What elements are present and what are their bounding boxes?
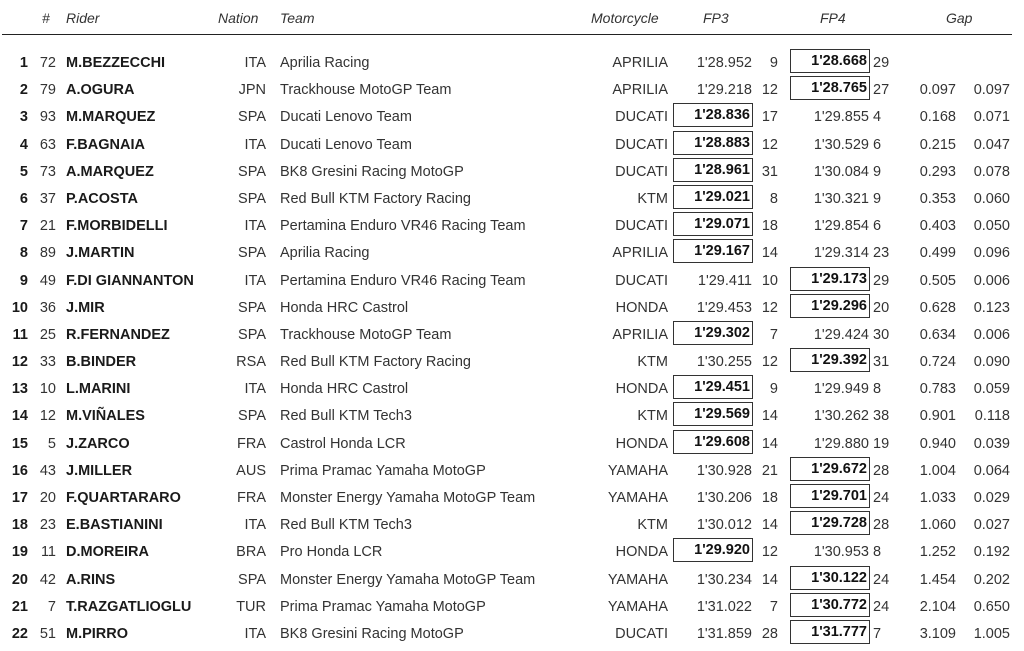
gap-to-first-cell: 2.104: [919, 598, 956, 615]
motorcycle-cell: YAMAHA: [607, 571, 668, 588]
nation-cell: FRA: [237, 490, 266, 506]
fp4-time-cell: 1'30.772: [791, 594, 869, 616]
nation-cell: JPN: [238, 82, 266, 99]
team-cell: Monster Energy Yamaha MotoGP Team: [280, 571, 536, 588]
gap-to-previous-cell: 0.059: [973, 381, 1010, 398]
table-row: [0, 566, 1024, 593]
rider-number-cell: 73: [39, 163, 56, 180]
gap-to-previous-cell: 0.078: [973, 163, 1010, 180]
position-cell: 4: [19, 136, 28, 153]
fp3-lap-cell: 18: [761, 218, 778, 235]
fp4-lap-cell: 30: [873, 326, 890, 343]
nation-cell: ITA: [244, 272, 266, 289]
fp3-time-cell: 1'29.167: [674, 240, 752, 262]
fp4-lap-cell: 20: [873, 299, 890, 316]
table-row: [0, 49, 1024, 76]
fp4-lap-cell: 29: [873, 272, 890, 289]
fp3-time-cell: 1'28.961: [674, 159, 752, 181]
fp4-lap-cell: 7: [873, 625, 882, 642]
gap-to-first-cell: 0.628: [919, 299, 956, 316]
motorcycle-cell: KTM: [637, 354, 668, 371]
gap-to-previous-cell: 0.039: [973, 435, 1010, 452]
fp3-time-cell: 1'29.920: [674, 539, 752, 561]
rider-name-cell: F.MORBIDELLI: [66, 218, 168, 235]
table-row: [0, 158, 1024, 185]
motorcycle-cell: APRILIA: [612, 82, 668, 99]
results-table: [0, 49, 1024, 647]
motorcycle-cell: DUCATI: [615, 218, 668, 235]
position-cell: 5: [19, 163, 28, 180]
motorcycle-cell: DUCATI: [615, 109, 668, 126]
fp4-lap-cell: 4: [873, 109, 882, 126]
fp4-lap-cell: 38: [873, 408, 890, 425]
motorcycle-cell: YAMAHA: [607, 490, 668, 506]
gap-to-previous-cell: 0.202: [973, 571, 1010, 588]
gap-to-previous-cell: 1.005: [973, 625, 1010, 642]
table-row: [0, 620, 1024, 647]
nation-cell: ITA: [244, 625, 266, 642]
fp3-time-cell: 1'29.608: [674, 431, 752, 453]
rider-number-cell: 89: [39, 245, 56, 262]
fp3-time-cell: 1'30.012: [696, 517, 752, 534]
motorcycle-cell: YAMAHA: [607, 462, 668, 479]
team-cell: Monster Energy Yamaha MotoGP Team: [280, 490, 536, 506]
fp4-time-cell: 1'30.262: [813, 408, 869, 425]
team-cell: Prima Pramac Yamaha MotoGP: [280, 462, 486, 479]
rider-name-cell: L.MARINI: [66, 381, 131, 398]
fp3-time-cell: 1'29.021: [674, 186, 752, 208]
fp3-lap-cell: 17: [761, 109, 778, 126]
fp3-time-cell: 1'29.451: [674, 376, 752, 398]
fp4-time-cell: 1'30.529: [813, 136, 869, 153]
fp3-lap-cell: 7: [769, 598, 778, 615]
gap-to-first-cell: 0.499: [919, 245, 956, 262]
gap-to-first-cell: 1.454: [919, 571, 956, 588]
gap-to-previous-cell: 0.006: [973, 326, 1010, 343]
gap-to-first-cell: 0.097: [919, 82, 956, 99]
fp3-lap-cell: 12: [761, 299, 778, 316]
team-cell: Trackhouse MotoGP Team: [280, 82, 452, 99]
nation-cell: FRA: [237, 435, 266, 452]
rider-name-cell: J.MARTIN: [66, 245, 135, 262]
table-row: [0, 76, 1024, 103]
table-row: [0, 484, 1024, 511]
gap-to-first-cell: 0.724: [919, 354, 956, 371]
rider-name-cell: F.DI GIANNANTON: [66, 272, 194, 289]
table-row: [0, 375, 1024, 402]
gap-to-first-cell: 1.033: [919, 490, 956, 506]
fp4-lap-cell: 28: [873, 462, 890, 479]
team-cell: Honda HRC Castrol: [280, 381, 409, 398]
rider-name-cell: M.MARQUEZ: [66, 109, 156, 126]
position-cell: 8: [19, 245, 28, 262]
fp3-lap-cell: 21: [761, 462, 778, 479]
fp4-time-cell: 1'31.777: [791, 621, 869, 643]
fp3-lap-cell: 7: [769, 326, 778, 343]
fp3-lap-cell: 14: [761, 435, 778, 452]
position-cell: 20: [11, 571, 28, 588]
position-cell: 11: [12, 326, 28, 343]
team-cell: Pertamina Enduro VR46 Racing Team: [280, 272, 526, 289]
rider-number-cell: 43: [39, 462, 56, 479]
team-cell: Aprilia Racing: [280, 245, 370, 262]
fp3-lap-cell: 14: [761, 517, 778, 534]
table-row: [0, 430, 1024, 457]
rider-number-cell: 79: [39, 82, 56, 99]
nation-cell: SPA: [238, 163, 266, 180]
rider-number-cell: 72: [39, 55, 56, 71]
rider-name-cell: J.MIR: [66, 299, 105, 316]
nation-cell: ITA: [244, 381, 266, 398]
table-row: [0, 348, 1024, 375]
fp3-time-cell: 1'28.883: [674, 132, 752, 154]
nation-cell: SPA: [238, 109, 266, 126]
motorcycle-cell: YAMAHA: [607, 598, 668, 615]
fp3-time-cell: 1'28.952: [696, 55, 752, 71]
rider-number-cell: 42: [39, 571, 56, 588]
rider-name-cell: F.QUARTARARO: [66, 490, 181, 506]
rider-name-cell: A.MARQUEZ: [66, 163, 154, 180]
rider-name-cell: J.ZARCO: [66, 435, 130, 452]
motorcycle-cell: APRILIA: [612, 245, 668, 262]
fp4-lap-cell: 6: [873, 136, 882, 153]
fp3-time-cell: 1'29.411: [697, 272, 752, 289]
fp3-lap-cell: 31: [761, 163, 778, 180]
gap-to-previous-cell: 0.096: [973, 245, 1010, 262]
fp3-lap-cell: 8: [769, 190, 778, 207]
fp4-lap-cell: 8: [873, 544, 882, 561]
rider-number-cell: 93: [39, 109, 56, 126]
fp3-lap-cell: 14: [761, 408, 778, 425]
gap-to-first-cell: 3.109: [919, 625, 956, 642]
fp4-lap-cell: 29: [873, 55, 890, 71]
gap-to-previous-cell: 0.029: [973, 490, 1010, 506]
nation-cell: SPA: [238, 190, 266, 207]
rider-name-cell: M.PIRRO: [66, 625, 129, 642]
rider-number-cell: 23: [39, 517, 56, 534]
gap-to-previous-cell: 0.047: [973, 136, 1010, 153]
fp4-time-cell: 1'29.173: [791, 268, 869, 290]
gap-to-previous-cell: 0.123: [973, 299, 1010, 316]
fp3-lap-cell: 9: [769, 55, 778, 71]
fp3-lap-cell: 28: [761, 625, 778, 642]
nation-cell: ITA: [244, 218, 266, 235]
position-cell: 15: [11, 435, 28, 452]
team-cell: Castrol Honda LCR: [280, 435, 406, 452]
table-header: [0, 10, 1024, 28]
team-cell: BK8 Gresini Racing MotoGP: [280, 625, 464, 642]
fp4-lap-cell: 6: [873, 218, 882, 235]
nation-cell: SPA: [238, 326, 266, 343]
team-cell: Pro Honda LCR: [280, 544, 383, 561]
table-row: [0, 457, 1024, 484]
fp4-time-cell: 1'29.949: [813, 381, 869, 398]
rider-number-cell: 7: [47, 598, 56, 615]
fp3-lap-cell: 12: [761, 82, 778, 99]
motorcycle-cell: HONDA: [615, 435, 668, 452]
header-divider: [2, 34, 1012, 35]
fp4-time-cell: 1'29.424: [813, 326, 869, 343]
nation-cell: SPA: [238, 299, 266, 316]
rider-number-cell: 63: [39, 136, 56, 153]
fp4-lap-cell: 28: [873, 517, 890, 534]
team-cell: Red Bull KTM Factory Racing: [280, 190, 471, 207]
team-cell: BK8 Gresini Racing MotoGP: [280, 163, 464, 180]
motorcycle-cell: HONDA: [615, 381, 668, 398]
rider-name-cell: R.FERNANDEZ: [66, 326, 170, 343]
fp4-time-cell: 1'29.855: [813, 109, 869, 126]
position-cell: 7: [19, 218, 28, 235]
fp3-lap-cell: 10: [761, 272, 778, 289]
fp3-time-cell: 1'29.302: [674, 322, 752, 344]
position-cell: 1: [19, 55, 28, 71]
gap-to-previous-cell: 0.650: [973, 598, 1010, 615]
table-row: [0, 212, 1024, 239]
fp3-time-cell: 1'29.569: [674, 403, 752, 425]
fp4-time-cell: 1'29.728: [791, 512, 869, 534]
rider-name-cell: P.ACOSTA: [66, 190, 138, 207]
rider-number-cell: 11: [40, 544, 56, 561]
table-row: [0, 511, 1024, 538]
position-cell: 9: [19, 272, 28, 289]
gap-to-first-cell: 0.901: [919, 408, 956, 425]
fp4-time-cell: 1'29.880: [813, 435, 869, 452]
nation-cell: BRA: [236, 544, 266, 561]
gap-to-first-cell: 0.168: [919, 109, 956, 126]
header-fp4: FP4: [820, 10, 846, 26]
gap-to-previous-cell: 0.064: [973, 462, 1010, 479]
position-cell: 17: [11, 490, 28, 506]
position-cell: 19: [11, 544, 28, 561]
gap-to-previous-cell: 0.027: [973, 517, 1010, 534]
fp4-time-cell: 1'29.701: [791, 485, 869, 507]
team-cell: Aprilia Racing: [280, 55, 370, 71]
nation-cell: RSA: [236, 354, 266, 371]
fp3-time-cell: 1'31.022: [696, 598, 752, 615]
table-row: [0, 267, 1024, 294]
nation-cell: AUS: [236, 462, 266, 479]
rider-name-cell: D.MOREIRA: [66, 544, 149, 561]
motorcycle-cell: DUCATI: [615, 136, 668, 153]
gap-to-first-cell: 0.505: [919, 272, 956, 289]
rider-number-cell: 49: [39, 272, 56, 289]
fp3-time-cell: 1'28.836: [674, 104, 752, 126]
motorcycle-cell: KTM: [637, 517, 668, 534]
fp4-time-cell: 1'28.765: [791, 77, 869, 99]
fp4-time-cell: 1'29.672: [791, 458, 869, 480]
gap-to-first-cell: 0.293: [919, 163, 956, 180]
gap-to-first-cell: 0.940: [919, 435, 956, 452]
fp4-time-cell: 1'28.668: [791, 50, 869, 72]
team-cell: Red Bull KTM Tech3: [280, 408, 412, 425]
motorcycle-cell: KTM: [637, 190, 668, 207]
position-cell: 14: [11, 408, 28, 425]
gap-to-previous-cell: 0.192: [973, 544, 1010, 561]
team-cell: Ducati Lenovo Team: [280, 109, 412, 126]
rider-name-cell: T.RAZGATLIOGLU: [66, 598, 192, 615]
fp4-lap-cell: 23: [873, 245, 890, 262]
fp3-lap-cell: 18: [761, 490, 778, 506]
motorcycle-cell: HONDA: [615, 544, 668, 561]
team-cell: Prima Pramac Yamaha MotoGP: [280, 598, 486, 615]
fp4-lap-cell: 24: [873, 571, 890, 588]
rider-number-cell: 36: [39, 299, 56, 316]
fp4-lap-cell: 24: [873, 490, 890, 506]
header-rider: Rider: [66, 10, 100, 26]
position-cell: 3: [19, 109, 28, 126]
gap-to-previous-cell: 0.006: [973, 272, 1010, 289]
gap-to-previous-cell: 0.097: [973, 82, 1010, 99]
header-number: #: [42, 10, 50, 26]
position-cell: 21: [11, 598, 28, 615]
gap-to-first-cell: 1.060: [919, 517, 956, 534]
fp3-lap-cell: 12: [761, 136, 778, 153]
team-cell: Red Bull KTM Factory Racing: [280, 354, 471, 371]
fp3-time-cell: 1'29.453: [696, 299, 752, 316]
fp3-time-cell: 1'30.206: [696, 490, 752, 506]
gap-to-previous-cell: 0.071: [973, 109, 1010, 126]
rider-number-cell: 12: [39, 408, 56, 425]
rider-number-cell: 37: [39, 190, 56, 207]
fp4-lap-cell: 8: [873, 381, 882, 398]
nation-cell: ITA: [244, 136, 266, 153]
nation-cell: ITA: [244, 55, 266, 71]
table-row: [0, 538, 1024, 565]
fp4-lap-cell: 9: [873, 190, 882, 207]
team-cell: Trackhouse MotoGP Team: [280, 326, 452, 343]
fp3-lap-cell: 12: [761, 354, 778, 371]
team-cell: Red Bull KTM Tech3: [280, 517, 412, 534]
gap-to-first-cell: 0.634: [919, 326, 956, 343]
fp3-time-cell: 1'30.928: [696, 462, 752, 479]
motorcycle-cell: DUCATI: [615, 163, 668, 180]
team-cell: Ducati Lenovo Team: [280, 136, 412, 153]
fp3-time-cell: 1'29.218: [696, 82, 752, 99]
position-cell: 12: [11, 354, 28, 371]
gap-to-first-cell: 0.215: [919, 136, 956, 153]
fp3-time-cell: 1'31.859: [696, 625, 752, 642]
fp4-time-cell: 1'29.392: [791, 349, 869, 371]
rider-number-cell: 25: [39, 326, 56, 343]
table-row: [0, 402, 1024, 429]
table-row: [0, 103, 1024, 130]
gap-to-previous-cell: 0.090: [973, 354, 1010, 371]
gap-to-first-cell: 0.783: [919, 381, 956, 398]
header-nation: Nation: [218, 10, 259, 26]
rider-name-cell: F.BAGNAIA: [66, 136, 145, 153]
fp4-lap-cell: 27: [873, 82, 890, 99]
rider-name-cell: M.BEZZECCHI: [66, 55, 166, 71]
rider-number-cell: 20: [39, 490, 56, 506]
header-motorcycle: Motorcycle: [591, 10, 659, 26]
rider-number-cell: 10: [39, 381, 56, 398]
fp4-lap-cell: 24: [873, 598, 890, 615]
gap-to-first-cell: 1.252: [919, 544, 956, 561]
fp3-lap-cell: 12: [761, 544, 778, 561]
fp4-time-cell: 1'30.953: [813, 544, 869, 561]
header-fp3: FP3: [703, 10, 729, 26]
motorcycle-cell: APRILIA: [612, 55, 668, 71]
fp3-lap-cell: 14: [761, 571, 778, 588]
gap-to-previous-cell: 0.118: [974, 408, 1010, 425]
table-row: [0, 131, 1024, 158]
fp4-time-cell: 1'30.122: [791, 567, 869, 589]
table-row: [0, 294, 1024, 321]
team-cell: Honda HRC Castrol: [280, 299, 409, 316]
nation-cell: TUR: [236, 598, 266, 615]
nation-cell: ITA: [244, 517, 266, 534]
table-row: [0, 185, 1024, 212]
fp4-time-cell: 1'29.296: [791, 295, 869, 317]
motorcycle-cell: KTM: [637, 408, 668, 425]
fp3-time-cell: 1'29.071: [674, 213, 752, 235]
fp3-lap-cell: 9: [769, 381, 778, 398]
motorcycle-cell: APRILIA: [612, 326, 668, 343]
position-cell: 10: [11, 299, 28, 316]
nation-cell: SPA: [238, 408, 266, 425]
fp4-lap-cell: 31: [873, 354, 890, 371]
motorcycle-cell: DUCATI: [615, 272, 668, 289]
rider-name-cell: M.VIÑALES: [66, 408, 145, 425]
rider-name-cell: J.MILLER: [66, 462, 133, 479]
rider-number-cell: 5: [47, 435, 56, 452]
position-cell: 16: [11, 462, 28, 479]
fp4-time-cell: 1'30.321: [813, 190, 869, 207]
table-row: [0, 593, 1024, 620]
fp4-lap-cell: 19: [873, 435, 890, 452]
position-cell: 6: [19, 190, 28, 207]
gap-to-first-cell: 1.004: [919, 462, 956, 479]
fp4-lap-cell: 9: [873, 163, 882, 180]
position-cell: 2: [19, 82, 28, 99]
rider-name-cell: A.OGURA: [66, 82, 135, 99]
position-cell: 22: [11, 625, 28, 642]
fp3-time-cell: 1'30.234: [696, 571, 752, 588]
gap-to-first-cell: 0.403: [919, 218, 956, 235]
motorcycle-cell: HONDA: [615, 299, 668, 316]
fp4-time-cell: 1'29.314: [813, 245, 869, 262]
header-gap: Gap: [946, 10, 973, 26]
position-cell: 18: [11, 517, 28, 534]
rider-number-cell: 21: [39, 218, 56, 235]
rider-name-cell: B.BINDER: [66, 354, 137, 371]
table-row: [0, 321, 1024, 348]
nation-cell: SPA: [238, 245, 266, 262]
nation-cell: SPA: [238, 571, 266, 588]
header-team: Team: [280, 10, 315, 26]
rider-name-cell: E.BASTIANINI: [66, 517, 163, 534]
motorcycle-cell: DUCATI: [615, 625, 668, 642]
gap-to-first-cell: 0.353: [919, 190, 956, 207]
rider-number-cell: 33: [39, 354, 56, 371]
rider-name-cell: A.RINS: [66, 571, 116, 588]
table-row: [0, 239, 1024, 266]
rider-number-cell: 51: [39, 625, 56, 642]
fp4-time-cell: 1'30.084: [813, 163, 869, 180]
fp4-time-cell: 1'29.854: [813, 218, 869, 235]
team-cell: Pertamina Enduro VR46 Racing Team: [280, 218, 526, 235]
position-cell: 13: [11, 381, 28, 398]
fp3-time-cell: 1'30.255: [696, 354, 752, 371]
fp3-lap-cell: 14: [761, 245, 778, 262]
gap-to-previous-cell: 0.060: [973, 190, 1010, 207]
gap-to-previous-cell: 0.050: [973, 218, 1010, 235]
